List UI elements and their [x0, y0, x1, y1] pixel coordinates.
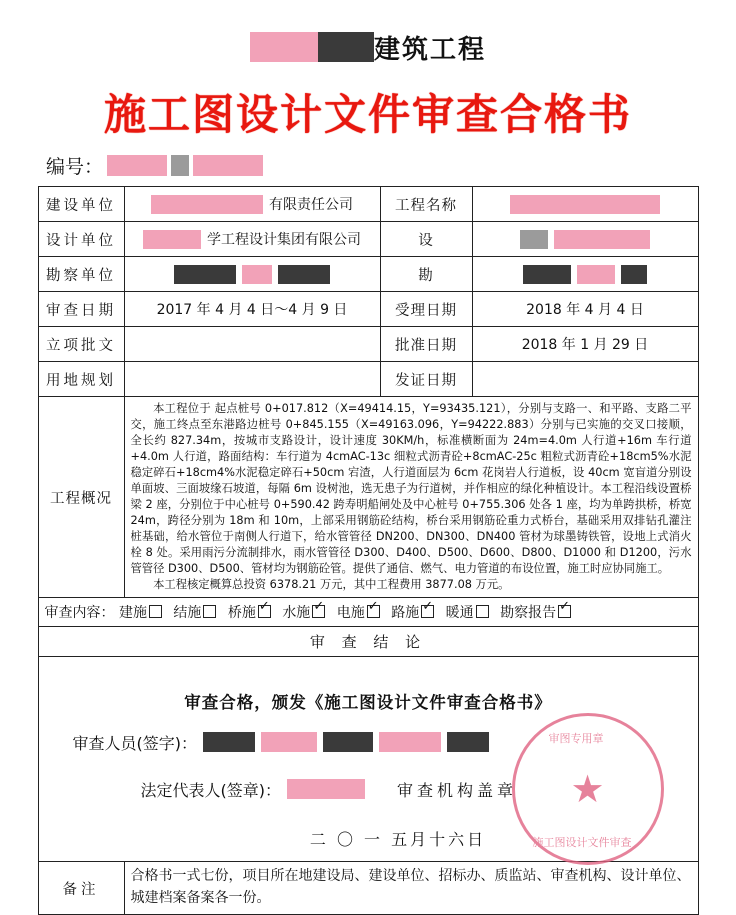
- review-item-jianshi[interactable]: 建施: [119, 605, 163, 621]
- redaction-block: [151, 195, 263, 214]
- row-value-approval-date: 2018 年 1 月 29 日: [472, 327, 698, 362]
- redaction-block: [447, 732, 489, 752]
- row-value-design-cert: [472, 222, 698, 257]
- row-label-design-unit: 设计单位: [38, 222, 124, 257]
- review-item-lushi[interactable]: 路施 ✓: [391, 605, 435, 621]
- legal-rep-signature-line: [141, 778, 692, 801]
- row-label-survey-unit: 勘察单位: [38, 257, 124, 292]
- certificate-table: [38, 186, 699, 915]
- review-item-kanchabaogao[interactable]: 勘察报告✓: [500, 605, 572, 621]
- reviewer-signature-label: 审查人员(签字)：: [72, 733, 197, 753]
- review-content-items: [119, 605, 578, 621]
- row-value-construction-unit: [124, 187, 380, 222]
- document-header: [0, 0, 736, 178]
- page-title: 施工图设计文件审查合格书: [103, 90, 632, 139]
- row-value-survey-cert: [472, 257, 698, 292]
- redaction-block: [171, 155, 189, 176]
- row-label-approval-date: 批准日期: [380, 327, 472, 362]
- overview-paragraph-2: 本工程核定概算总投资 6378.21 万元，其中工程费用 3877.08 万元。: [153, 578, 510, 592]
- redaction-block: [379, 732, 441, 752]
- table-row: [38, 362, 698, 397]
- table-row-overview: [38, 397, 698, 598]
- row-label-construction-unit: 建设单位: [38, 187, 124, 222]
- review-item-nuantong[interactable]: 暖通: [446, 605, 490, 621]
- review-item-jieshi[interactable]: 结施: [173, 605, 217, 621]
- redaction-block: [318, 32, 374, 62]
- checkbox-shuishi[interactable]: [312, 605, 325, 618]
- conclusion-body: [38, 657, 698, 862]
- issue-date-line: 二 〇 一 五月十六日: [309, 829, 487, 849]
- row-label-review-date: 审查日期: [38, 292, 124, 327]
- table-row: [38, 257, 698, 292]
- remark-value: 合格书一式七份，项目所在地建设局、建设单位、招标办、质监站、审查机构、设计单位、城建档案备案各一份。: [124, 862, 698, 914]
- value-with-redaction: [131, 195, 374, 214]
- project-title: 建筑工程: [373, 34, 486, 65]
- table-row: [38, 327, 698, 362]
- table-row: [38, 187, 698, 222]
- row-label-issue-date: 发证日期: [380, 362, 472, 397]
- checkbox-nuantong[interactable]: [476, 605, 489, 618]
- row-value-issue-date: [472, 362, 698, 397]
- row-value-design-unit: [124, 222, 380, 257]
- table-row: [38, 292, 698, 327]
- row-value-review-date: 2017 年 4 月 4 日～4 月 9 日: [124, 292, 380, 327]
- legal-rep-label: 法定代表人(签章)：: [140, 780, 281, 800]
- value-with-redaction: [131, 265, 374, 284]
- table-row-conclusion-header: [38, 627, 698, 657]
- redaction-block: [143, 230, 201, 249]
- review-item-shuishi[interactable]: 水施 ✓: [282, 605, 326, 621]
- review-item-dianshi[interactable]: 电施 ✓: [337, 605, 381, 621]
- checkbox-dianshi[interactable]: [367, 605, 380, 618]
- construction-unit-text: 有限责任公司: [269, 197, 353, 213]
- seal-bottom-text: 施工图设计文件审查: [532, 836, 632, 850]
- row-label-design-cert: 设: [380, 222, 472, 257]
- review-content-label: 审查内容：: [44, 605, 115, 622]
- row-label-project-name: 工程名称: [380, 187, 472, 222]
- document-number-label: 编号：: [46, 155, 104, 178]
- checkbox-qiaoshi[interactable]: [258, 605, 271, 618]
- document-number: [46, 152, 736, 178]
- table-row-review-content: [38, 598, 698, 627]
- value-with-redaction: [479, 230, 692, 249]
- redaction-block: [107, 155, 167, 176]
- redaction-block: [174, 265, 236, 284]
- table-row-remark: [38, 862, 698, 914]
- table-row: [38, 222, 698, 257]
- redaction-block: [523, 265, 571, 284]
- redaction-block: [278, 265, 330, 284]
- review-item-qiaoshi[interactable]: 桥施 ✓: [228, 605, 272, 621]
- redaction-block: [261, 732, 317, 752]
- value-with-redaction: [479, 265, 692, 284]
- row-value-project-name: [472, 187, 698, 222]
- row-value-land-plan: [124, 362, 380, 397]
- project-title-line: [0, 26, 736, 68]
- seal-top-text: ★ 审图专用章: [548, 732, 604, 746]
- redaction-block: [203, 732, 255, 752]
- redaction-block: [520, 230, 548, 249]
- redaction-block: [577, 265, 615, 284]
- checkbox-jieshi[interactable]: [203, 605, 216, 618]
- checkbox-jianshi[interactable]: [149, 605, 162, 618]
- checkbox-kanchabaogao[interactable]: [558, 605, 571, 618]
- checkbox-lushi[interactable]: [421, 605, 434, 618]
- row-label-survey-cert: 勘: [380, 257, 472, 292]
- overview-paragraph-1: 本工程位于 起点桩号 0+017.812（X=49414.15，Y=93435.121），分别与支路一、和平路、支路二平交，施工终点至东港路边桩号 0+845.155（X=49163.096，Y=94222.883）分别与已实施的交叉口接顺，全长约 827.34m，按城市支路设计，设计速度 30KM/h，标准横断面为 24m=4.0m 人行道+16m 车行道+4.0m 人行道，路面结构：车行道为 4cmAC-13c 细粒式沥青砼+8cmAC-25c 粗粒式沥青砼+18cm5%水泥稳定碎石+18cm4%水泥稳定碎石+50cm 宕渣，人行道面层为 6cm 花岗岩人行道板，设 40cm 宽盲道分别设单面坡、三面坡缘石坡道，每隔 6m 设树池，选无患子为行道树，并作相应的绿化种植设计。本工程沿线设置桥梁 2 座，分别位于中心桩号 0+590.42 跨寿明船闸处及中心桩号 0+755.306 处各 1 座，均为单跨拱桥，桥宽 24m，跨径分别为 18m 和 10m，上部采用钢筋砼结构，桥台采用钢筋砼重力式桥台，基础采用双排钻孔灌注桩基础，给水管位于南侧人行道下，给水管管径 DN200、DN300、DN400 管材为球墨铸铁管，设地上式消火栓 8 处。采用雨污分流制排水，雨水管管径 D300、D400、D500、D600、D800、D1000 和 D1200，污水管管径 D300、D500、管材均为钢筋砼管。提供了通信、燃气、电力管道的布设位置，施工时应协同施工。: [130, 402, 692, 576]
- value-with-redaction: [131, 230, 374, 249]
- row-label-project-overview: 工程概况: [38, 397, 124, 598]
- redaction-block: [621, 265, 647, 284]
- seal-note: 审查机构盖章: [397, 780, 518, 800]
- table-row-conclusion-body: [38, 657, 698, 862]
- conclusion-header: 审 查 结 论: [38, 627, 698, 657]
- redaction-block: [287, 779, 365, 799]
- redaction-block: [510, 195, 660, 214]
- design-unit-text: 学工程设计集团有限公司: [207, 232, 361, 248]
- redaction-block: [554, 230, 650, 249]
- redaction-block: [193, 155, 263, 176]
- row-value-survey-unit: [124, 257, 380, 292]
- review-content-cell: [38, 598, 698, 627]
- row-label-accept-date: 受理日期: [380, 292, 472, 327]
- value-with-redaction: [479, 195, 692, 214]
- project-overview-cell: [124, 397, 698, 598]
- redaction-block: [250, 32, 318, 62]
- remark-label: 备注: [38, 862, 124, 914]
- redaction-block: [323, 732, 373, 752]
- conclusion-text: 审查合格，颁发《施工图设计文件审查合格书》: [184, 692, 552, 712]
- row-label-approval-doc: 立项批文: [38, 327, 124, 362]
- redaction-block: [242, 265, 272, 284]
- row-value-approval-doc: [124, 327, 380, 362]
- reviewer-signature-line: [73, 731, 692, 754]
- row-value-accept-date: 2018 年 4 月 4 日: [472, 292, 698, 327]
- row-label-land-plan: 用地规划: [38, 362, 124, 397]
